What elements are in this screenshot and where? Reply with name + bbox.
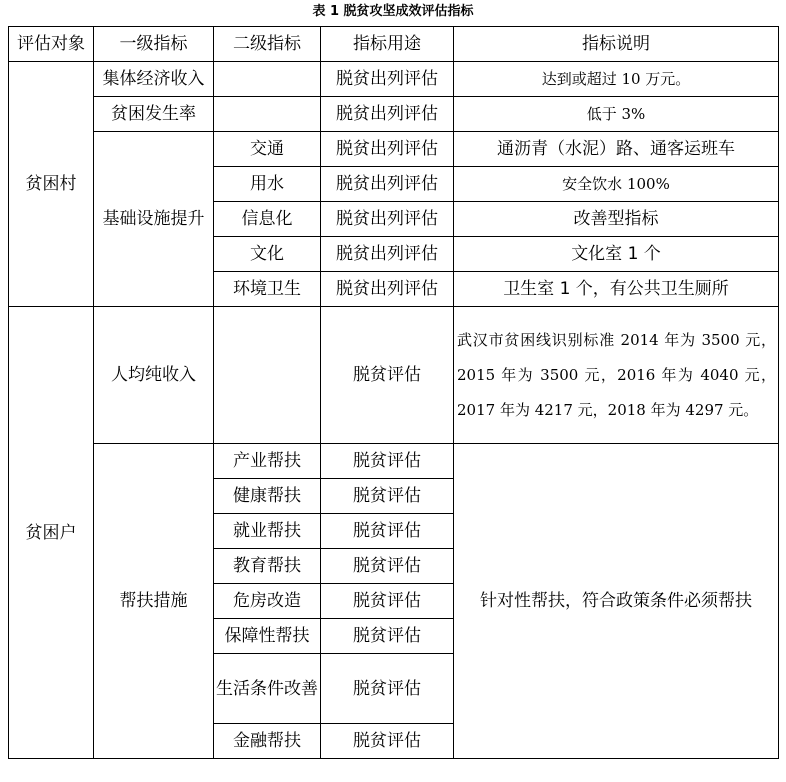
evaluation-indicator-table xyxy=(8,26,779,759)
header-level2: 二级指标 xyxy=(214,27,321,62)
use-cell: 脱贫评估 xyxy=(321,724,454,759)
description-cell: 武汉市贫困线识别标准 2014 年为 3500 元，2015 年为 3500 元，2016 年为 4040 元，2017 年为 4217 元，2018 年为 4297 元。 xyxy=(454,307,779,444)
use-cell: 脱贫评估 xyxy=(321,479,454,514)
use-cell: 脱贫出列评估 xyxy=(321,62,454,97)
use-cell: 脱贫评估 xyxy=(321,549,454,584)
description-cell: 文化室 1 个 xyxy=(454,237,779,272)
level2-cell: 健康帮扶 xyxy=(214,479,321,514)
level2-cell: 就业帮扶 xyxy=(214,514,321,549)
header-use: 指标用途 xyxy=(321,27,454,62)
level2-cell: 教育帮扶 xyxy=(214,549,321,584)
description-cell: 卫生室 1 个，有公共卫生厕所 xyxy=(454,272,779,307)
level2-cell xyxy=(214,62,321,97)
level2-cell: 生活条件改善 xyxy=(214,654,321,724)
level1-cell: 基础设施提升 xyxy=(94,132,214,307)
description-cell: 安全饮水 100% xyxy=(454,167,779,202)
level2-cell: 保障性帮扶 xyxy=(214,619,321,654)
use-cell: 脱贫评估 xyxy=(321,584,454,619)
description-cell: 针对性帮扶，符合政策条件必须帮扶 xyxy=(454,444,779,759)
use-cell: 脱贫评估 xyxy=(321,654,454,724)
header-target: 评估对象 xyxy=(9,27,94,62)
header-level1: 一级指标 xyxy=(94,27,214,62)
use-cell: 脱贫出列评估 xyxy=(321,272,454,307)
use-cell: 脱贫评估 xyxy=(321,307,454,444)
use-cell: 脱贫出列评估 xyxy=(321,97,454,132)
target-household: 贫困户 xyxy=(9,307,94,759)
level2-cell xyxy=(214,97,321,132)
table-row xyxy=(9,307,779,444)
target-village: 贫困村 xyxy=(9,62,94,307)
description-cell: 通沥青（水泥）路、通客运班车 xyxy=(454,132,779,167)
level2-cell: 交通 xyxy=(214,132,321,167)
description-cell: 达到或超过 10 万元。 xyxy=(454,62,779,97)
use-cell: 脱贫评估 xyxy=(321,619,454,654)
level2-cell: 文化 xyxy=(214,237,321,272)
level2-cell: 危房改造 xyxy=(214,584,321,619)
table-row xyxy=(9,97,779,132)
level1-cell: 人均纯收入 xyxy=(94,307,214,444)
table-row xyxy=(9,132,779,167)
table-row xyxy=(9,62,779,97)
description-cell: 低于 3% xyxy=(454,97,779,132)
level1-cell: 集体经济收入 xyxy=(94,62,214,97)
use-cell: 脱贫出列评估 xyxy=(321,132,454,167)
table-caption: 表 1 脱贫攻坚成效评估指标 xyxy=(312,4,474,19)
level2-cell xyxy=(214,307,321,444)
table-header-row xyxy=(9,27,779,62)
level2-cell: 金融帮扶 xyxy=(214,724,321,759)
use-cell: 脱贫出列评估 xyxy=(321,202,454,237)
level2-cell: 信息化 xyxy=(214,202,321,237)
level2-cell: 产业帮扶 xyxy=(214,444,321,479)
use-cell: 脱贫评估 xyxy=(321,444,454,479)
level2-cell: 用水 xyxy=(214,167,321,202)
header-description: 指标说明 xyxy=(454,27,779,62)
use-cell: 脱贫出列评估 xyxy=(321,237,454,272)
level1-cell: 贫困发生率 xyxy=(94,97,214,132)
use-cell: 脱贫评估 xyxy=(321,514,454,549)
level2-cell: 环境卫生 xyxy=(214,272,321,307)
table-row xyxy=(9,444,779,479)
description-cell: 改善型指标 xyxy=(454,202,779,237)
level1-cell: 帮扶措施 xyxy=(94,444,214,759)
use-cell: 脱贫出列评估 xyxy=(321,167,454,202)
